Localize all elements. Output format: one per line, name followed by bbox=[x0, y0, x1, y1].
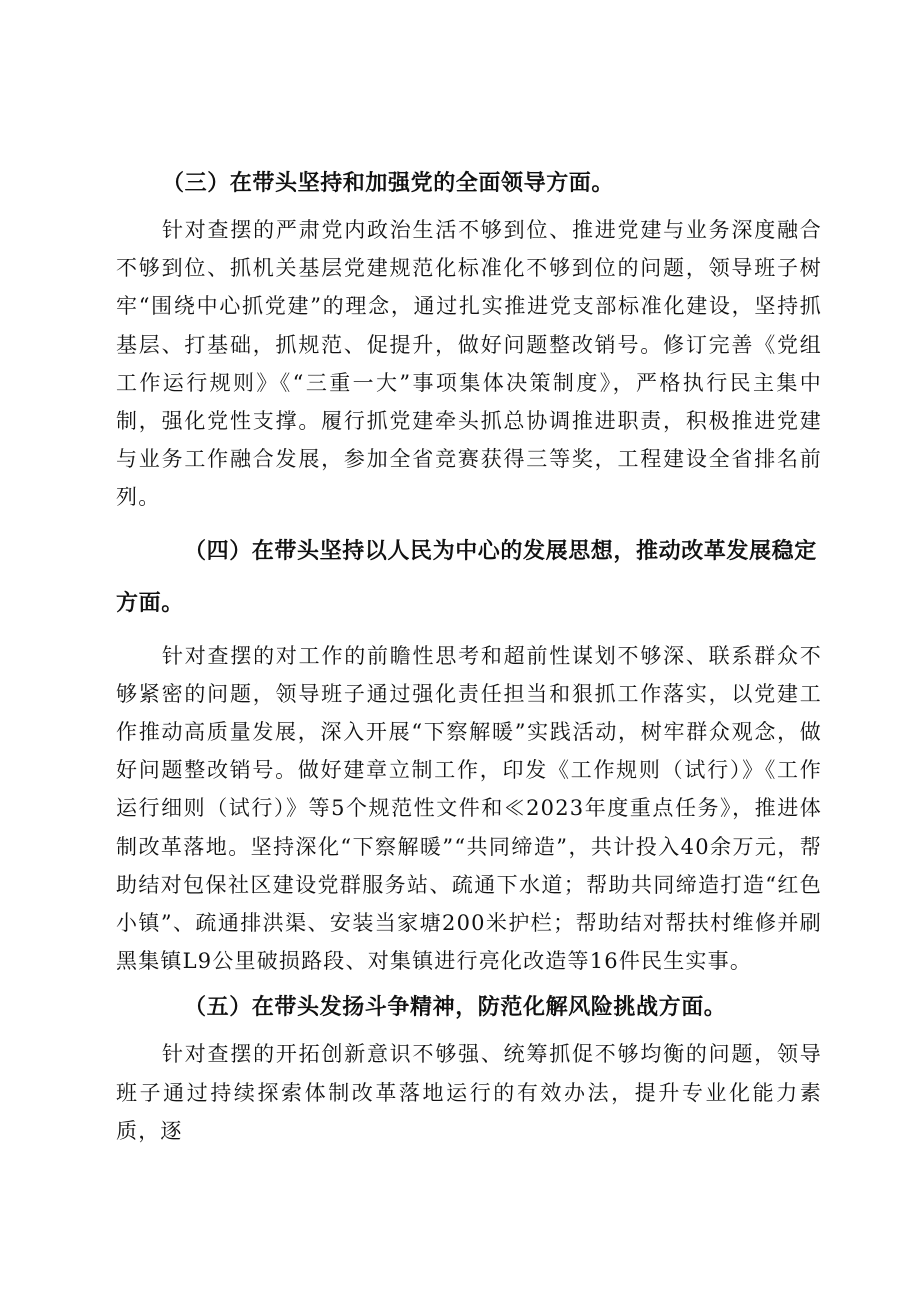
section-heading-4: （四）在带头坚持以人民为中心的发展思想，推动改革发展稳定方面。 bbox=[116, 537, 817, 616]
section-heading-5: （五）在带头发扬斗争精神，防范化解风险挑战方面。 bbox=[184, 994, 727, 1021]
document-body bbox=[116, 160, 822, 1150]
section-paragraph-3: 针对查摆的严肃党内政治生活不够到位、推进党建与业务深度融合不够到位、抓机关基层党建规范化标准化不够到位的问题，领导班子树牢“围绕中心抓党建”的理念，通过扎实推进党支部标准化建设，坚持抓基层、打基础，抓规范、促提升，做好问题整改销号。修订完善《党组工作运行规则》《“三重一大”事项集体决策制度》，严格执行民主集中制，强化党性支撑。履行抓党建牵头抓总协调推进职责，积极推进党建与业务工作融合发展，参加全省竞赛获得三等奖，工程建设全省排名前列。 bbox=[116, 218, 822, 510]
section-paragraph-5: 针对查摆的开拓创新意识不够强、统筹抓促不够均衡的问题，领导班子通过持续探索体制改革落地运行的有效办法，提升专业化能力素质，逐 bbox=[116, 1042, 822, 1143]
section-paragraph-4: 针对查摆的对工作的前瞻性思考和超前性谋划不够深、联系群众不够紧密的问题，领导班子通过强化责任担当和狠抓工作落实，以党建工作推动高质量发展，深入开展“下察解暖”实践活动，树牢群众观念，做好问题整改销号。做好建章立制工作，印发《工作规则（试行）》《工作运行细则（试行）》等5个规范性文件和≪2023年度重点任务》，推进体制改革落地。坚持深化“下察解暖”“共同缔造”，共计投入40余万元，帮助结对包保社区建设党群服务站、疏通下水道；帮助共同缔造打造“红色小镇”、疏通排洪渠、安装当家塘200米护栏；帮助结对帮扶村维修并刷黑集镇L9公里破损路段、对集镇进行亮化改造等16件民生实事。 bbox=[116, 643, 822, 974]
section-heading-3: （三）在带头坚持和加强党的全面领导方面。 bbox=[162, 170, 615, 196]
